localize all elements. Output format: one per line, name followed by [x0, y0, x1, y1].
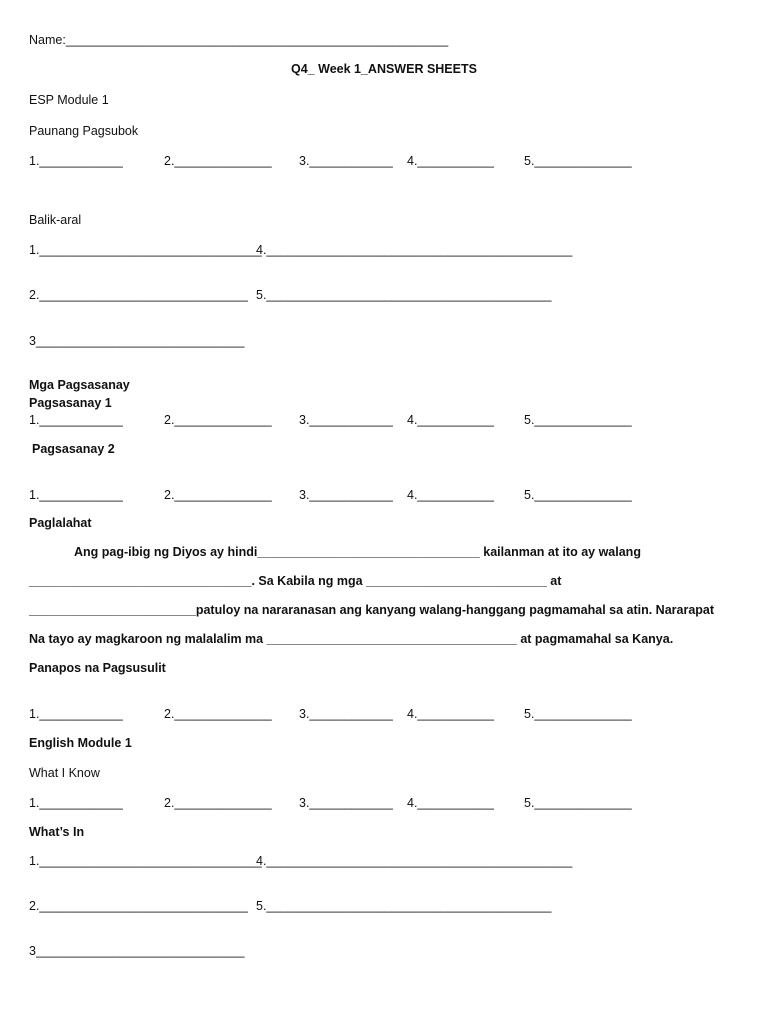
paglalahat-line: Na tayo ay magkaroon ng malalalim ma ____________________________________ at pagmamahal sa Kanya.: [29, 632, 674, 646]
pagsasanay-2-answers: [0, 488, 768, 506]
paglalahat-line: ________________________________. Sa Kabila ng mga __________________________ at: [29, 574, 562, 588]
paglalahat-line: ________________________patuloy na nararanasan ang kanyang walang-hanggang pagmamahal sa atin. Nararapat: [29, 603, 715, 617]
esp-module-heading: ESP Module 1: [29, 93, 109, 107]
paunang-pagsubok-label: Paunang Pagsubok: [29, 124, 139, 138]
answer-blank[interactable]: 5._________________________________________: [256, 899, 552, 913]
answer-blank[interactable]: 1.____________: [29, 413, 123, 427]
answer-blank[interactable]: 2.______________________________: [29, 899, 248, 913]
answer-blank[interactable]: 3.____________: [299, 413, 393, 427]
pagsasanay-1-label: Pagsasanay 1: [29, 396, 112, 410]
answer-blank[interactable]: 1.________________________________: [29, 243, 262, 257]
answer-blank[interactable]: 5.______________: [524, 707, 632, 721]
answer-blank[interactable]: 2.______________: [164, 413, 272, 427]
answer-blank[interactable]: 4.___________: [407, 154, 494, 168]
answer-blank[interactable]: 4.____________________________________________: [256, 243, 573, 257]
answer-blank[interactable]: 4.___________: [407, 796, 494, 810]
answer-blank[interactable]: 3.____________: [299, 488, 393, 502]
paunang-answers: [0, 154, 768, 172]
answer-blank[interactable]: 5.______________: [524, 154, 632, 168]
answer-blank[interactable]: 2.______________: [164, 488, 272, 502]
answer-blank[interactable]: 2.______________: [164, 707, 272, 721]
answer-blank[interactable]: 3.____________: [299, 796, 393, 810]
answer-blank[interactable]: 2.______________: [164, 796, 272, 810]
paglalahat-label: Paglalahat: [29, 516, 92, 530]
english-module-heading: English Module 1: [29, 736, 132, 750]
pagsasanay-2-label: Pagsasanay 2: [32, 442, 115, 456]
answer-blank[interactable]: 1.________________________________: [29, 854, 262, 868]
page-title: Q4_ Week 1_ANSWER SHEETS: [291, 62, 477, 76]
answer-blank[interactable]: 1.____________: [29, 488, 123, 502]
panapos-label: Panapos na Pagsusulit: [29, 661, 166, 675]
pagsasanay-1-answers: [0, 413, 768, 431]
answer-blank[interactable]: 5.______________: [524, 796, 632, 810]
answer-blank[interactable]: 4.___________: [407, 488, 494, 502]
whats-in-label: What’s In: [29, 825, 85, 839]
answer-blank[interactable]: 4.___________: [407, 707, 494, 721]
answer-blank[interactable]: 2.______________: [164, 154, 272, 168]
answer-blank[interactable]: 1.____________: [29, 154, 123, 168]
answer-blank[interactable]: 3______________________________: [29, 334, 245, 348]
answer-blank[interactable]: 1.____________: [29, 707, 123, 721]
answer-blank[interactable]: 3.____________: [299, 707, 393, 721]
answer-blank[interactable]: 1.____________: [29, 796, 123, 810]
mga-pagsasanay-heading: Mga Pagsasanay: [29, 378, 130, 392]
answer-blank[interactable]: 3______________________________: [29, 944, 245, 958]
answer-blank[interactable]: 5._________________________________________: [256, 288, 552, 302]
answer-blank[interactable]: 3.____________: [299, 154, 393, 168]
answer-blank[interactable]: 2.______________________________: [29, 288, 248, 302]
what-i-know-answers: [0, 796, 768, 814]
answer-blank[interactable]: 5.______________: [524, 413, 632, 427]
panapos-answers: [0, 707, 768, 725]
answer-blank[interactable]: 4.____________________________________________: [256, 854, 573, 868]
paglalahat-line: Ang pag-ibig ng Diyos ay hindi________________________________ kailanman at ito ay walang: [74, 545, 641, 559]
answer-blank[interactable]: 5.______________: [524, 488, 632, 502]
what-i-know-label: What I Know: [29, 766, 100, 780]
balik-aral-label: Balik-aral: [29, 213, 82, 227]
answer-blank[interactable]: 4.___________: [407, 413, 494, 427]
name-line: Name:_______________________________________________________: [29, 33, 449, 47]
